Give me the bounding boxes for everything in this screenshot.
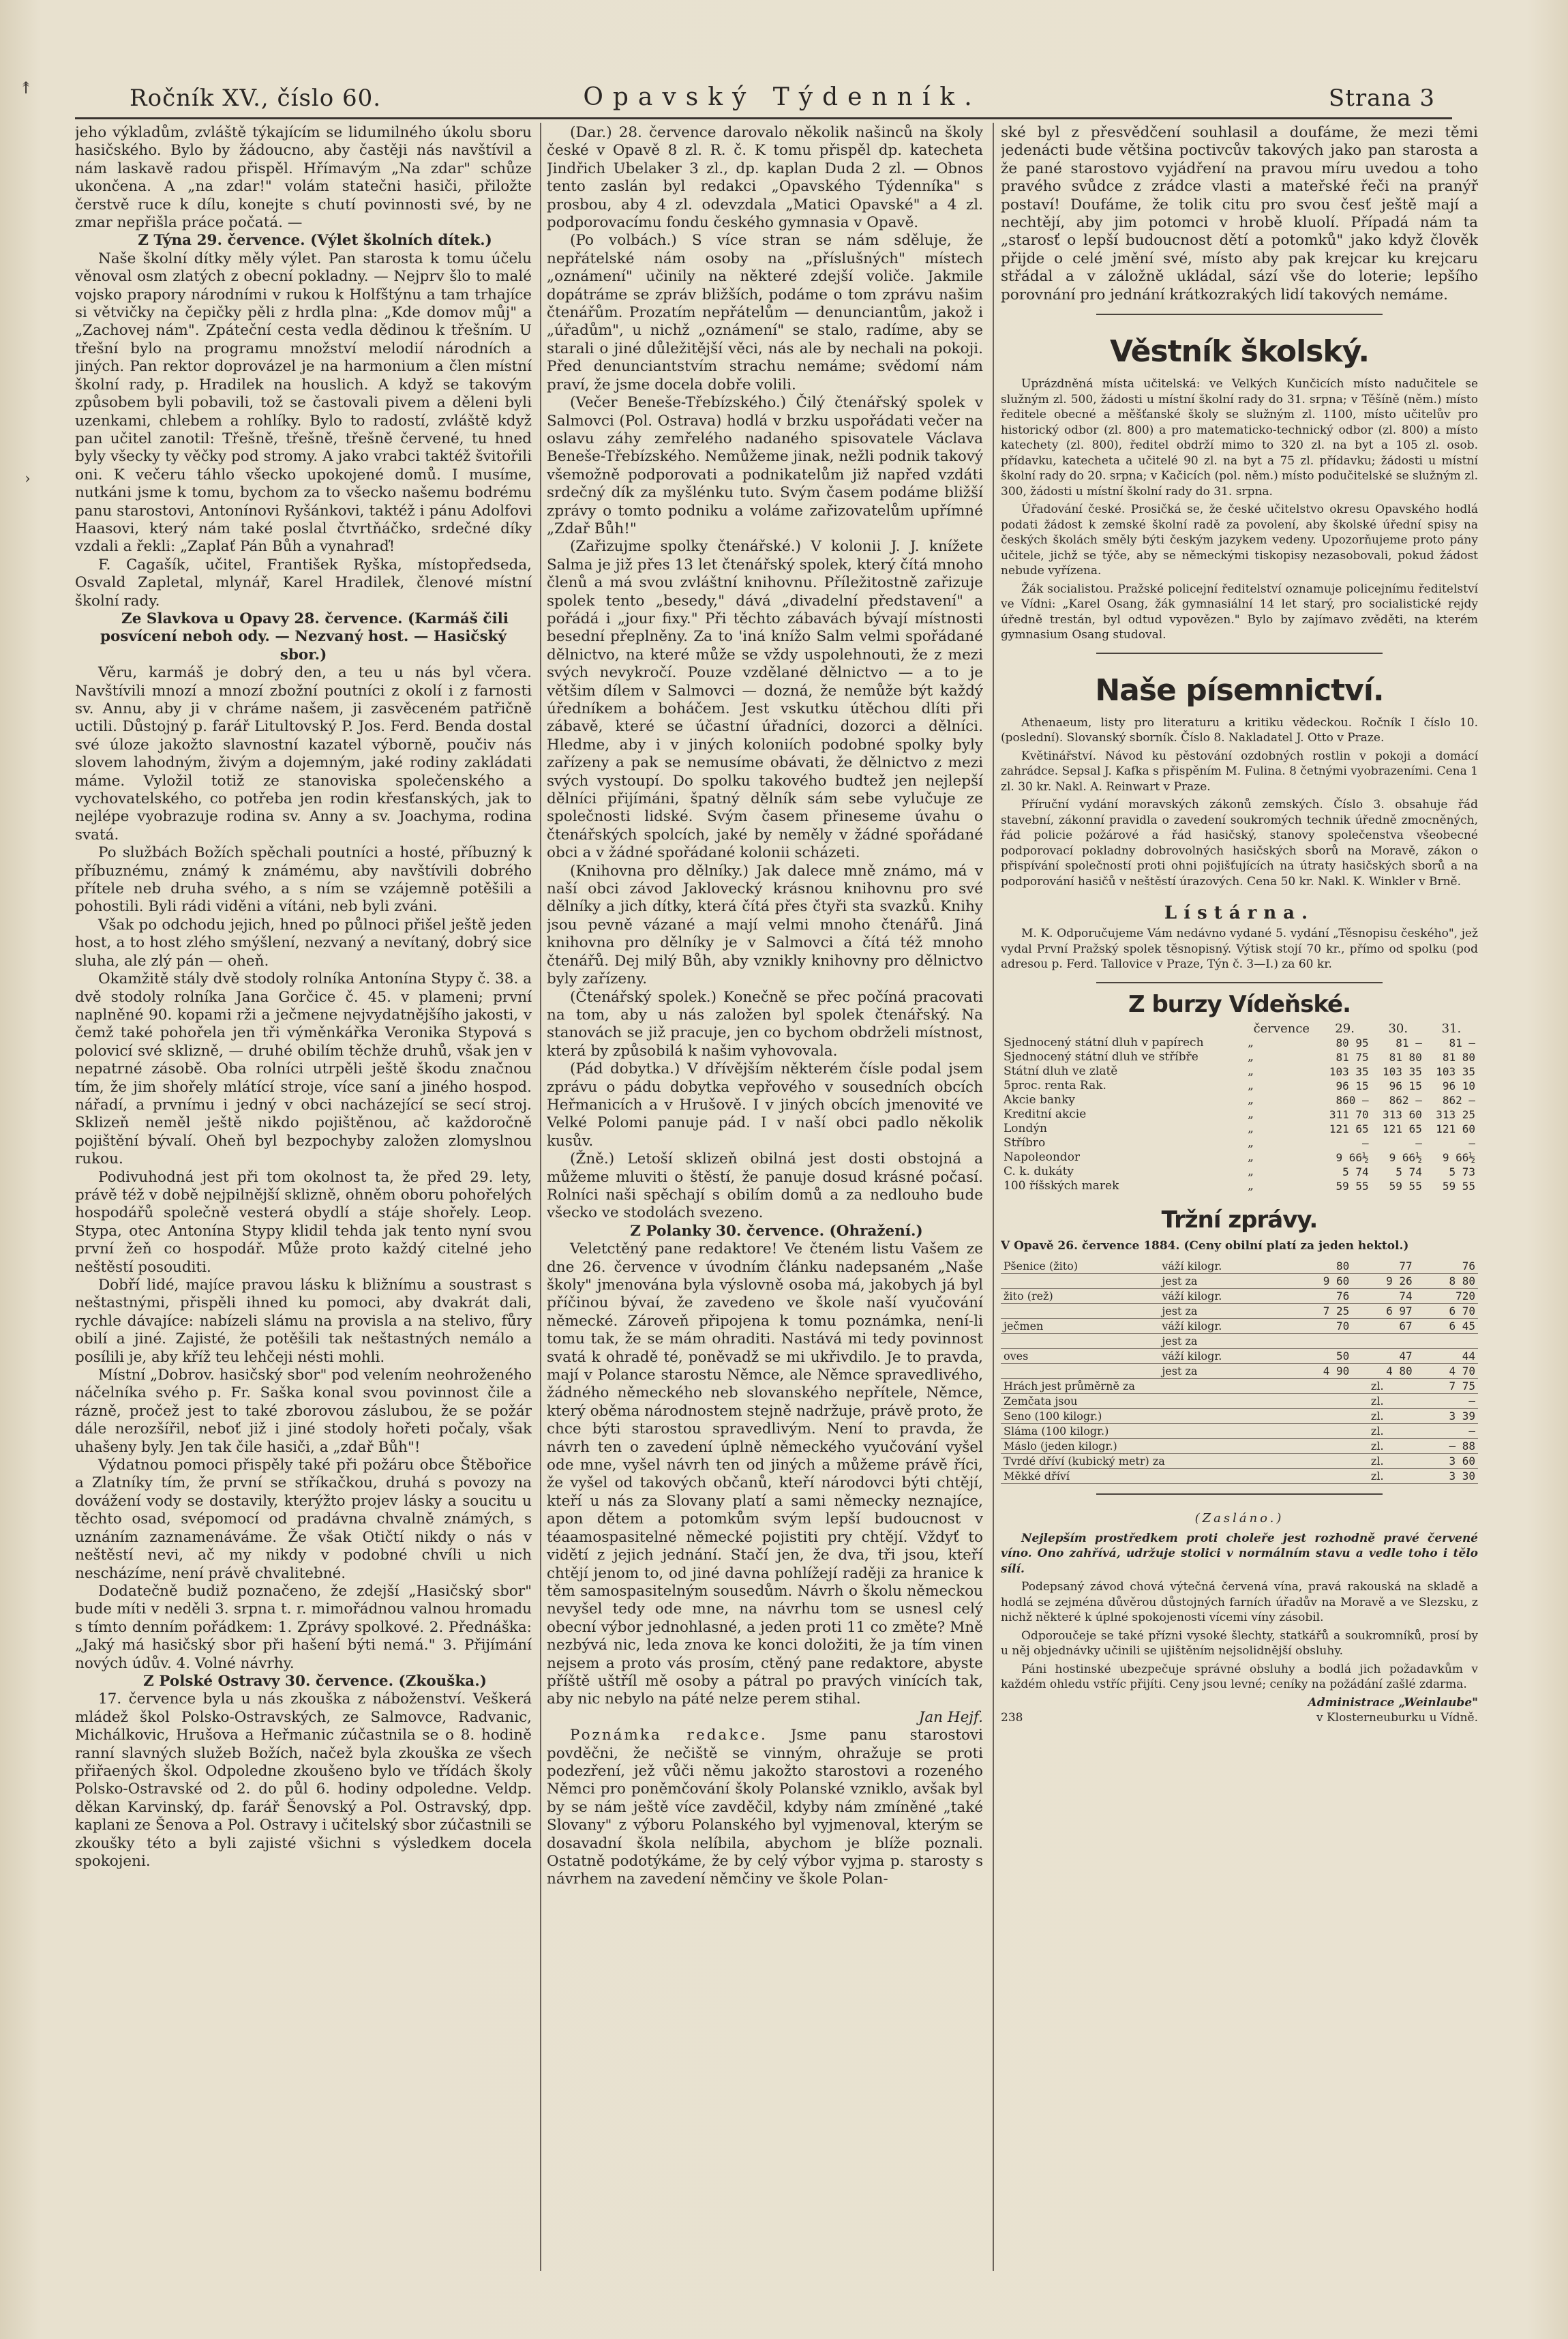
column-1 (75, 124, 532, 2306)
row-label: Hrách jest průměrně za (1001, 1379, 1368, 1394)
table-cell: 3 60 (1408, 1454, 1478, 1469)
table-cell: 96 15 (1389, 1079, 1422, 1092)
section-rule (1096, 982, 1383, 983)
table-cell: 862 — (1442, 1093, 1475, 1107)
table-row (1001, 1093, 1478, 1107)
paragraph: Věru, karmáš je dobrý den, a teu u nás byl včera. Navštívili mnozí a mnozí zbožní poutníci z okolí i z farnosti sv. Annu, aby ji v chráme našem, ji zasvěceném patřičně uctili. Důstojný p. farář Litultovský P. Jos. Ferd. Benda dostal své úloze jakožto slavnostní kazatel výborně, poučiv nás slovem lahodným, živým a dojemným, jaké rodiny zakládati máme. Vyložil totiž ze stanoviska společenského a vychovatelského, co potřeba jen rodin křesťanských, jak to nejlépe vyobrazuje rodina sv. Anny a sv. Joachyma, rodina svatá. (75, 664, 532, 844)
table-cell: 76 (1415, 1259, 1478, 1274)
table-cell: — (1408, 1424, 1478, 1439)
table-cell: zl. (1368, 1409, 1408, 1424)
advertisement (1001, 1531, 1478, 1726)
table-header (1001, 1022, 1478, 1036)
table-cell: zl. (1368, 1394, 1408, 1409)
table-row (1001, 1379, 1478, 1394)
table-row (1001, 1439, 1478, 1454)
paragraph: Podepsaný závod chová výtečná červená vína, pravá rakouská na skladě a hodlá se zejména důvěrou důstojných farních úřadův na Moravě a ve Slezsku, z nichž některé k úplné spokojenosti vícemi víny zásobil. (1001, 1580, 1478, 1625)
table-cell: 4 90 (1289, 1364, 1352, 1379)
table-cell: 103 35 (1329, 1064, 1369, 1078)
section-rule (1096, 1493, 1383, 1495)
headline: Z Týna 29. července. (Výlet školních dítek.) (138, 232, 492, 250)
table-cell: 80 95 (1336, 1036, 1369, 1049)
margin-mark: ↟ (19, 78, 33, 98)
table-cell: — (1408, 1394, 1478, 1409)
table-cell: 7 25 (1289, 1304, 1352, 1319)
column-header: července (1253, 1021, 1310, 1036)
paragraph: Po službách Božích spěchali poutníci a hosté, příbuzný k příbuznému, známý k známému, aby navštívili dobrého přítele neb druha svého, a s ním se vzájemně potěšili a pohostili. Byli rádi viděni a vítáni, neb byli zváni. (75, 844, 532, 916)
column-header: 31. (1441, 1021, 1462, 1036)
row-label: C. k. dukáty (1004, 1164, 1074, 1178)
market-table (1001, 1259, 1478, 1484)
row-label: Sjednocený státní dluh v papírech (1004, 1035, 1204, 1049)
school-news (1001, 376, 1478, 643)
paragraph: 17. července byla u nás zkouška z náboženství. Veškerá mládež škol Polsko-Ostravských, ze Salmovce, Radvanic, Michálkovic, Hrušova a Heřmanic zúčastnila se o 8. hodině ranní slavných služeb Božích, načež byla zkouška ze všech přiřaených škol. Odpoledne zkoušeno bylo ve třídách školy Polsko-Ostravské od 2. do půl 6. hodiny odpoledne. Veldp. děkan Karvinský, dp. farář Šenovský a Pol. Ostravský, dpp. kaplani ze Šenova a Pol. Ostravy i učitelský sbor zúčastnili se zkoušky této a byli zajisté všichni s výsledkem docela spokojeni. (75, 1690, 532, 1870)
table-cell (1415, 1334, 1478, 1349)
row-label: váží kilogr. (1159, 1349, 1289, 1364)
table-cell: 81 — (1396, 1036, 1422, 1049)
column-rule (540, 123, 541, 2271)
table-row (1001, 1424, 1478, 1439)
table-cell: „ (1248, 1049, 1254, 1064)
table-cell: „ (1248, 1035, 1254, 1049)
paragraph: (Pád dobytka.) V dřívějším některém čísle podal jsem zprávu o pádu dobytka vepřového v sousedních obcích Heřmanicích a v Hrušově. I v jiných obcích jmenovité ve Velké Polomi panuje pád. I v naší obci padlo několik kusův. (547, 1060, 983, 1150)
table-cell: 9 66½ (1389, 1150, 1422, 1164)
table-cell: 6 97 (1352, 1304, 1415, 1319)
table-cell: 121 65 (1383, 1122, 1422, 1135)
paragraph: Uprázdněná místa učitelská: ve Velkých Kunčicích místo nadučitele se služným zl. 500, žádosti u místní školní rady do 31. srpna; v Těšíně (něm.) místo ředitele obecné a měšťanské školy se služným zl. 1100, místo učitelův pro historický odbor (zl. 800) a pro matematicko-technický odbor (zl. 800) a místo katechety (zl. 800), ředitel obdrží mimo to 320 zl. na byt a 105 zl. osob. přídavku, katecheta a učitelé 90 zl. na byt a 75 zl. přídavku; žádosti u místní školní rady do 20. srpna; v Kačicích (pol. něm.) místo podučitelské se služným zl. 300, žádosti u místní školní rady do 31. srpna. (1001, 377, 1478, 498)
row-label (1001, 1274, 1159, 1289)
stock-table (1001, 1022, 1478, 1193)
section-title: Lístárna. (1164, 903, 1315, 924)
table-cell: 311 70 (1329, 1107, 1369, 1121)
section-title: Z burzy Vídeňské. (1128, 990, 1351, 1018)
table-cell (1289, 1334, 1352, 1349)
paragraph: Úřadování české. Prosičká se, že české učitelstvo okresu Opavského hodlá podati žádost k zemské školní radě za povolení, aby školské úřední spisy na českých školách směly býti českým jazykem vedeny. Upozorňujeme proto pány učitele, jichž se týče, aby se německými tiskopisy nezasobovali, pokud žádost nebude vyřízena. (1001, 503, 1478, 578)
table-cell: 96 15 (1336, 1079, 1369, 1092)
row-label: Londýn (1004, 1121, 1047, 1135)
table-cell: — (1468, 1136, 1475, 1150)
paragraph: Však po odchodu jejich, hned po půlnoci přišel ještě jeden host, a to host zlého smýšlení, nezvaný a nevítaný, dobrý sice sluha, ale zlý pán — oheň. (75, 916, 532, 970)
paragraph: Dodatečně budiž poznačeno, že zdejší „Hasičský sbor" bude míti v neděli 3. srpna t. r. mimořádnou valnou hromadu s tímto denním pořádkem: 1. Zprávy spolkové. 2. Přednáška: „Jaký má hasičský sbor při hašení býti nemá." 3. Přijímání nových údův. 4. Volné návrhy. (75, 1582, 532, 1672)
headline: Z Polské Ostravy 30. července. (Zkouška.) (143, 1672, 487, 1690)
table-cell: 44 (1415, 1349, 1478, 1364)
table-row (1001, 1036, 1478, 1050)
headline: Z Polanky 30. července. (Ohražení.) (630, 1222, 923, 1240)
paragraph: (Večer Beneše-Třebízského.) Čilý čtenářský spolek v Salmovci (Pol. Ostrava) hodlá v brzku uspořádati večer na oslavu záhy zemřelého nadaného spisovatele Václava Beneše-Třebízského. Nemůžeme jinak, nežli podnik takový všemožně podporovati a podnikatelům již napřed vzdáti srdečný dík za myšlénku tuto. Svým časem podáme bližší zprávy o tomto podniku a voláme zařizovatelům upřímné „Zdař Bůh!" (547, 394, 983, 537)
section-rule (1096, 314, 1383, 315)
table-cell (1352, 1334, 1415, 1349)
table-row (1001, 1165, 1478, 1179)
footnote-number: 238 (1001, 1711, 1023, 1725)
table-row (1001, 1274, 1478, 1289)
table-row (1001, 1469, 1478, 1484)
row-label: jest za (1159, 1274, 1289, 1289)
table-row (1001, 1334, 1478, 1349)
footer-row (1001, 1710, 1478, 1726)
paragraph: Páni hostinské ubezpečuje správné obsluhy a bodlá jich požadavkům v každém ohledu vstříc přijíti. Ceny jsou levné; ceníky na požádání zašlé zdarma. (1001, 1662, 1478, 1692)
row-label: jest za (1159, 1304, 1289, 1319)
paragraph: Podivuhodná jest při tom okolnost ta, že před 29. lety, právě též v době nejpilnější sklizně, ohněm oboru pohořelých hospodářů společně vesterá obydlí a stáje shořely. Leop. Stypa, otec Antonína Stypy klidil tehda jak tento nyní svou první žeň co hospodář. Může proto každý citelné jeho neštěstí posouditi. (75, 1168, 532, 1276)
table-row (1001, 1064, 1478, 1079)
table-row (1001, 1319, 1478, 1334)
paragraph: (Čtenářský spolek.) Konečně se přec počíná pracovati na tom, aby u nás založen byl spolek čtenářský. Na stanovách se již pracuje, jen co bychom obdrželi místnost, která by způsobilá k našim vyhovovala. (547, 988, 983, 1060)
page-header (130, 80, 1435, 121)
column-3 (1001, 124, 1478, 2306)
paragraph: Okamžitě stály dvě stodoly rolníka Antonína Stypy č. 38. a dvě stodoly rolníka Jana Gorčice č. 45. v plameni; první naplněné 90. kopami rži a ječmene nejvydatnějšího jakosti, v čemž také pohořela jen tři výměnkářka Veronika Stypová s polovicí své sklizně, — druhé obilím těchže druhů, však jen v nepatrné zásobě. Oba rolníci utrpěli ještě škodu značnou tím, že jim shořely mlátící stroje, více saní a jiného hospod. nářadí, a prvnímu i jedný v obci nacházející se secí stroj. Sklizeň neměl ještě nikdo pojištěnou, ač každoročně pojištění bývalí. Oheň byl bezpochyby založen zlomyslnou rukou. (75, 970, 532, 1168)
table-cell: 81 80 (1442, 1050, 1475, 1064)
table-row (1001, 1364, 1478, 1379)
signature: Jan Hejf. (918, 1708, 983, 1726)
table-cell: 96 10 (1442, 1079, 1475, 1092)
table-cell: 4 70 (1415, 1364, 1478, 1379)
section-title: Věstník školský. (1109, 334, 1370, 370)
row-label: žito (rež) (1001, 1289, 1159, 1304)
table-cell: 81 75 (1336, 1050, 1369, 1064)
table-cell: — 88 (1408, 1439, 1478, 1454)
table-cell: 80 (1289, 1259, 1352, 1274)
table-cell: zl. (1368, 1469, 1408, 1484)
paragraph: (Zařizujme spolky čtenářské.) V kolonii J. J. knížete Salma je již přes 13 let čtenářský spolek, který čítá mnoho členů a má svou zvláštní knihovnu. Příležitostně zařizuje spolek tento „besedy," dává „divadelní představení" a pořádá i „jour fixy." Při těchto zábavách bývají místnosti besední přeplněny. Za to 'iná knížo Salm velmi spořádané dělnictvo, na které může se vždy uspolehnouti, že z mezi svých nevykročí. Pouze vzdělané dělnictvo — a to je většim dílem v Salmovci — dozná, že nemůže být každý úředníkem a boháčem. Jest vskutku útěchou dlíti při zábavě, které se účastní úřadníci, dozorci a dělníci. Hledme, aby i v jiných koloniích podobné spolky byly zařízeny a pak se nemusíme obávati, že dělnictvo z mezi svých vystoupí. Do spolku takového budtež jen nejlepší dělníci přijímáni, špatný dělník sám sebe vylučuje ze společnosti lidské. Svým časem přineseme úvahu o čtenářských spolcích, jaké by neměly v žádné spořádané obci a v žádné spořádané kolonii scházeti. (547, 538, 983, 862)
paragraph: Veletctěný pane redaktore! Ve čteném listu Vašem ze dne 26. července v úvodním článku nadepsaném „Naše školy" jmenována byla výslovně osoba má, jakobych já byl příčinou bývaí, že zavedeno ve škole naší vyučování německé. Zároveň připojena k tomu poznámka, není-li tomu tak, že se mám ohraditi. Nastává mi tedy povinnost svatá k ohradě té, poněvadž se mi ukřivdilo. Je to pravda, mají v Polance starostu Němce, ale Němce spravedlivého, žádného německého neb slovanského nepřítele, Němce, který oběma národnostem stejně nadržuje, právě proto, že chce býti starostou spravedlivým. Není to pravda, že návrh ten o zavedení úplně německého vyučování vyšel ode mne, vyšel návrh ten od jiných a můžeme právě říci, že vyšel od takových občanů, kteří národovci býti chtějí, kteří u nás za Slovany platí a sami německy neznajíce, apon dětem a potomkům svým lepší budoucnost v téaamospasitelné německé pojistiti pry chtějí. Vždyť to vidětí z jejich jednání. Stačí jen, že dva, tři jsou, kteří chtějí jenom to, od jiné davna pohlížejí raději za hranice k těm samospasitelným sousedům. Návrh o školu německou nevyšel tedy ode mne, na návrhu tom se usnesl celý obecní výbor jednohlasné, a jeden proti 11 co změte? Mně nezbývá nic, leda znova ke konci doložiti, že ja tím vinen nejsem a proto vás prosím, ctěný pane redaktore, abyste příště uštříl mě osoby a pátral po pravých vinících tak, aby nic nebylo na páté nelze perem stihal. (547, 1240, 983, 1708)
table-cell: „ (1248, 1135, 1254, 1150)
advertiser-name: Administrace „Weinlaube" (1308, 1695, 1478, 1710)
newspaper-title: Opavský Týdenník. (583, 83, 982, 111)
column-header: 30. (1388, 1021, 1408, 1036)
market-subtitle: V Opavě 26. července 1884. (Ceny obilní platí za jeden hektol.) (1001, 1238, 1409, 1253)
table-cell: 81 — (1449, 1036, 1475, 1049)
paragraph: (Knihovna pro dělníky.) Jak dalece mně známo, má v naší obci závod Jaklovecký krásnou knihovnu pro své dělníky a jich dítky, která čítá přes čtyři sta svazků. Knihy jsou pevně vázané a mají velmi mnoho čtenářů. Jiná knihovna pro dělníky je v Salmovci a čítá též mnoho čtenářů. Dej milý Bůh, aby vznikly knihovny pro dělnictvo byly zařízeny. (547, 862, 983, 988)
row-label: oves (1001, 1349, 1159, 1364)
table-cell: 3 30 (1408, 1469, 1478, 1484)
row-label: Stříbro (1004, 1135, 1046, 1150)
advertiser-address: v Klosterneuburku u Vídně. (1316, 1711, 1478, 1725)
page-number: Strana 3 (1328, 85, 1435, 112)
row-label: ječmen (1001, 1319, 1159, 1334)
table-cell: 70 (1289, 1319, 1352, 1334)
section-rule (1096, 653, 1383, 654)
table-cell: 47 (1352, 1349, 1415, 1364)
table-row (1001, 1122, 1478, 1136)
paragraph: jeho výkladům, zvláště týkajícím se lidumilného úkolu sboru hasičského. Bylo by žádoucno, aby častěji nás navštívil a nám laskavě radou přispěl. Hřímavým „Na zdar" schůze ukončena. A „na zdar!" volám statečni hasiči, přiložte čerstvě ruce k dílu, konejte s chutí povinnosti své, by ne zmar nepřišla práce počatá. — (75, 124, 532, 232)
table-cell: „ (1248, 1092, 1254, 1107)
table-cell: „ (1248, 1064, 1254, 1078)
table-cell: 59 55 (1336, 1179, 1369, 1193)
table-cell: „ (1248, 1150, 1254, 1164)
paragraph: Athenaeum, listy pro literaturu a kritiku vědeckou. Ročník I číslo 10. (poslední). Slovanský sborník. Číslo 8. Nakladatel J. Otto v Praze. (1001, 715, 1478, 745)
table-cell: 5 74 (1396, 1165, 1422, 1178)
table-cell: — (1362, 1136, 1369, 1150)
table-cell: 77 (1352, 1259, 1415, 1274)
table-cell: 4 80 (1352, 1364, 1415, 1379)
row-label: 5proc. renta Rak. (1004, 1078, 1106, 1092)
paragraph: Příruční vydání moravských zákonů zemských. Číslo 3. obsahuje řád stavební, zákonní pravidla o zavedení soukromých technik úředně zmocněných, řád policie požárové a řád hasičský, stanovy společenstva všeobecné podporovací pokladny dobrovolných hasičských sborů na Moravě, zákon o přispívání společností proti ohni pojišťujících na útraty hasičských sborů a na podporování hasičů v neštěstí úrazových. Cena 50 kr. Nakl. K. Winkler v Brně. (1001, 798, 1478, 889)
table-cell: 74 (1352, 1289, 1415, 1304)
paragraph: Květinářství. Návod ku pěstování ozdobných rostlin v pokoji a domácí zahrádce. Sepsal J. Kafka s přispěním M. Fulina. 8 četnými vyobrazeními. Cena 1 zl. 30 kr. Nakl. A. Reinwart v Praze. (1001, 749, 1478, 794)
table-cell: 8 80 (1415, 1274, 1478, 1289)
table-row (1001, 1304, 1478, 1319)
table-row (1001, 1454, 1478, 1469)
table-cell: 103 35 (1383, 1064, 1422, 1078)
row-label: váží kilogr. (1159, 1259, 1289, 1274)
row-label: Máslo (jeden kilogr.) (1001, 1439, 1368, 1454)
table-row (1001, 1409, 1478, 1424)
table-cell: „ (1248, 1178, 1254, 1193)
section-title: Tržní zprávy. (1161, 1206, 1318, 1234)
paragraph: Výdatnou pomoci přispěly také při požáru obce Štěbořice a Zlatníky tím, že první se stříkačkou, druhá s povozy na dovážení vody se dostavily, kterýžto projev lásky a soucitu u těchto osad, svépomocí od pradávna chvalně známých, s uznáním zaznamenáváme. Že však Otičtí nikdy o nás v neštěstí nevi, ač my nikdy v podobné chvíli u nich nescházíme, není právě chvalitebné. (75, 1457, 532, 1582)
table-cell: zl. (1368, 1424, 1408, 1439)
margin-mark: › (25, 471, 31, 488)
column-header: 29. (1335, 1021, 1355, 1036)
paragraph: Nejlepším prostředkem proti choleře jest rozhodně pravé červené víno. Ono zahřívá, udržuje stolici v normálním stavu a vedle toho i tělo sílí. (1001, 1531, 1478, 1576)
paragraph: Jsme panu starostovi povděčni, že nečiště se vinným, ohražuje se proti podezření, jež vůči němu jakožto starostovi a rozeného Němci pro poněmčování školy Polanské vzniklo, avšak byl by se nám ještě více zavděčil, kdyby nám zmíněné „také Slovany" z výboru Polanského byl vyjmenoval, kterým se dosavadní škola nelíbila, abychom je blíže poznali. Ostatně podotýkáme, že by celý výbor vyjma p. starosty s návrhem na zavedení němčiny ve škole Polan- (547, 1727, 983, 1888)
table-cell: 9 66½ (1336, 1150, 1369, 1164)
headline: Ze Slavkova u Opavy 28. července. (Karmáš čili posvícení neboh ody. — Nezvaný host. — Hasičský sbor.) (100, 610, 509, 664)
table-row (1001, 1259, 1478, 1274)
table-cell: „ (1248, 1164, 1254, 1178)
table-cell: 59 55 (1442, 1179, 1475, 1193)
table-row (1001, 1394, 1478, 1409)
table-cell: 6 70 (1415, 1304, 1478, 1319)
row-label: váží kilogr. (1159, 1319, 1289, 1334)
row-label (1001, 1334, 1159, 1349)
issue-label: Ročník XV., číslo 60. (130, 85, 382, 112)
table-cell: 862 — (1389, 1093, 1422, 1107)
header-rule (75, 117, 1452, 119)
paragraph: ské byl z přesvědčení souhlasil a doufáme, že mezi těmi jedenácti bude většina poctivcův takových jako pan starosta a že pané starostovo vyjádření na pravou míru uvedou a toho pravého svůdce z zrádce vlasti a mateřské řeči na pranýř postaví! Doufáme, že tolik citu pro svou česť ještě mají a nechtějí, aby jim potomci v hrobě kluolí. Případá nám ta „starosť o lepší budoucnost dětí a potomků" jako když člověk přijde o celé jmění své, místo aby pak krejcar ku krejcaru střádal a v záložně ukládal, sází vše do loterie; lepšího porovnání pro jednání krátkozrakých lidí takových nemáme. (1001, 124, 1478, 303)
table-row (1001, 1107, 1478, 1122)
row-label: Akcie banky (1004, 1092, 1075, 1107)
paragraph: M. K. Odporučujeme Vám nedávno vydané 5. vydání „Těsnopisu českého", jež vydal První Pražský spolek těsnopisný. Výtisk stojí 70 kr., přímo od spolku (pod adresou p. Ferd. Tallovice v Praze, Týn č. 3—I.) za 60 kr. (1001, 927, 1478, 972)
table-cell: 121 60 (1436, 1122, 1475, 1135)
row-label: Tvrdé dříví (kubický metr) za (1001, 1454, 1368, 1469)
letters-column (1001, 926, 1478, 972)
table-cell: 313 60 (1383, 1107, 1422, 1121)
literature-list (1001, 715, 1478, 890)
table-cell: zl. (1368, 1439, 1408, 1454)
row-label: Státní dluh ve zlatě (1004, 1064, 1118, 1078)
row-label (1001, 1304, 1159, 1319)
table-cell: 3 39 (1408, 1409, 1478, 1424)
paragraph: Naše školní dítky měly výlet. Pan starosta k tomu účelu věnoval osm zlatých z obecní pokladny. — Nejprv šlo to malé vojsko prapory národními v rukou k Holfštýnu a tam trhajíce si větvičky na čepičky pěli z hrdla plna: „Kde domov můj" a „Zachovej nám". Zpáteční cesta vedla dědinou k třešním. U třešní bylo na programu množství melodií národních a jiných. Pan rektor doprovázel je na harmonium a člen místní školní rady, p. Hradilek na houslich. A když se takovým způsobem byli pobavili, tož se častovali pivem a děleni byli uzenkami, chlebem a rohlíky. Bylo to radostí, zvláště když pan učitel zanotil: Třešně, třešně, třešně červené, tu hned byly všecky ty věčky pod stromy. A jako vrabci taktéž švitořili oni. K večeru táhlo všecko upokojené domů. I musíme, nutkáni jsme k tomu, bychom za to všecko našemu bodrému panu starostovi, Antonínovi Ryšánkovi, taktéž i pánu Adolfovi Haasovi, který nám také poslal čtvrtňáčko, srdečné díky vzdali a řekli: „Zaplať Pán Bůh a vynahraď! (75, 250, 532, 556)
row-label: Kreditní akcie (1004, 1107, 1087, 1121)
table-row (1001, 1079, 1478, 1093)
table-cell: 313 25 (1436, 1107, 1475, 1121)
table-cell: 9 60 (1289, 1274, 1352, 1289)
table-row (1001, 1050, 1478, 1064)
table-cell: 720 (1415, 1289, 1478, 1304)
table-cell: zl. (1368, 1454, 1408, 1469)
paragraph: Dobří lidé, majíce pravou lásku k bližnímu a soustrast s neštastnými, přispěli ihned ku pomoci, aby dvakrát dali, rychle dávajíce: nabízeli slámu na provisla a na stelivo, fůry obilí a jiné. Zajisté, že potěšili tak neštastných nemálo a posílili je, aby kříž teu lehčeji nésti mohli. (75, 1277, 532, 1366)
column-rule (993, 123, 994, 2271)
table-cell: „ (1248, 1107, 1254, 1121)
row-label: váží kilogr. (1159, 1289, 1289, 1304)
table-cell: 76 (1289, 1289, 1352, 1304)
paragraph: (Žně.) Letoší sklizeň obilná jest dosti obstojná a můžeme mluviti o štěstí, že panuje dosud krásné počasí. Rolníci naši spěchají s obilím domů a za nedlouho bude všecko ve stodolách svezeno. (547, 1150, 983, 1222)
table-cell: „ (1248, 1078, 1254, 1092)
table-cell: 9 66½ (1442, 1150, 1475, 1164)
row-label: Měkké dříví (1001, 1469, 1368, 1484)
row-label: Sjednocený státní dluh ve stříbře (1004, 1049, 1198, 1064)
signature: F. Cagašík, učitel, František Ryška, místopředseda, Osvald Zapletal, mlynář, Karel Hradilek, členové místní školní rady. (75, 556, 532, 610)
row-label: Napoleondor (1004, 1150, 1081, 1164)
section-title: (Zasláno.) (1194, 1511, 1284, 1526)
note-title: Poznámka redakce. (570, 1727, 768, 1744)
row-label (1001, 1364, 1159, 1379)
paragraph: Žák socialistou. Pražské policejní ředitelství oznamuje policejnímu ředitelství ve Vídni: „Karel Osang, žák gymnasiální 14 let starý, pro socialistické rejdy úředně trestán, byl odtud vypovězen." Bylo by zajímavo zvěděti, na kterém gymnasium Osang studoval. (1001, 582, 1478, 642)
table-row (1001, 1136, 1478, 1150)
paragraph: Odporoučeje se také přízni vysoké šlechty, statkářů a soukromníků, prosí by u něj objednávky učinili se ujištěním nejsolidnější obsluhy. (1001, 1628, 1478, 1658)
row-label: jest za (1159, 1364, 1289, 1379)
table-cell: zl. (1368, 1379, 1408, 1394)
table-row (1001, 1289, 1478, 1304)
table-row (1001, 1179, 1478, 1193)
paragraph: (Po volbách.) S více stran se nám sděluje, že nepřátelské nám osoby na „příslušných" místech „oznámení" učinily na některé zdejší voliče. Jakmile dopátráme se zpráv bližších, podáme o tom zprávu našim čtenářům. Prozatím nepřátelům — denunciantům, jakož i „úřadům", u nichž „oznámení" se stalo, radíme, aby se starali o jiné důležitější věci, nás ale by nechali na pokoji. Před denunciantstvím strachu nemáme; svědomí nám praví, že jsme docela dobře volili. (547, 232, 983, 393)
table-cell: — (1415, 1136, 1422, 1150)
table-cell: 59 55 (1389, 1179, 1422, 1193)
table-cell: 103 35 (1436, 1064, 1475, 1078)
table-cell: 81 80 (1389, 1050, 1422, 1064)
table-row (1001, 1349, 1478, 1364)
table-cell: 5 73 (1449, 1165, 1475, 1178)
table-cell: 860 — (1336, 1093, 1369, 1107)
table-cell: 67 (1352, 1319, 1415, 1334)
row-label: Seno (100 kilogr.) (1001, 1409, 1368, 1424)
column-2 (547, 124, 983, 2306)
table-cell: 50 (1289, 1349, 1352, 1364)
table-row (1001, 1150, 1478, 1165)
table-cell: 6 45 (1415, 1319, 1478, 1334)
paragraph: (Dar.) 28. července darovalo několik našinců na školy české v Opavě 8 zl. R. č. K tomu přispěl dp. katecheta Jindřich Ubelaker 3 zl., dp. kaplan Duda 2 zl. — Obnos tento zaslán byl redakci „Opavského Týdenníka" s prosbou, aby 4 zl. odevzdala „Matici Opavské" a 4 zl. podporovacímu fondu českého gymnasia v Opavě. (547, 124, 983, 232)
section-title: Naše písemnictví. (1095, 672, 1384, 708)
table-cell: 121 65 (1329, 1122, 1369, 1135)
row-label: 100 říšských marek (1004, 1178, 1119, 1193)
table-cell: 5 74 (1342, 1165, 1369, 1178)
table-cell: 9 26 (1352, 1274, 1415, 1289)
table-cell: „ (1248, 1121, 1254, 1135)
paragraph: Místní „Dobrov. hasičský sbor" pod velením neohroženého náčelníka svého p. Fr. Saška konal svou povinnost čile a rázně, pročež jest to také zborovou záslubou, že se požár dále nerozšířil, neboť již i jiné stodoly hořeti počaly, však uhašeny byly. Jen tak čile hasiči, a „zdař Bůh"! (75, 1367, 532, 1456)
row-label: jest za (1159, 1334, 1289, 1349)
table-cell: 7 75 (1408, 1379, 1478, 1394)
row-label: Sláma (100 kilogr.) (1001, 1424, 1368, 1439)
row-label: Zemčata jsou (1001, 1394, 1368, 1409)
row-label: Pšenice (žito) (1001, 1259, 1159, 1274)
